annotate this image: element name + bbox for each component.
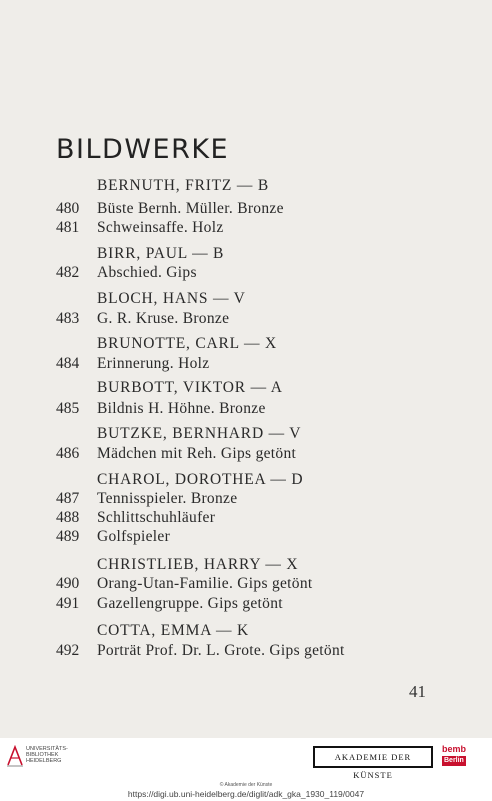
artist-heading xyxy=(0,176,492,196)
bemb-logo xyxy=(442,744,486,770)
entry-title: Orang-Utan-Familie. Gips getönt xyxy=(97,575,313,592)
catalog-entry xyxy=(0,309,492,329)
artist-name: BLOCH, HANS — V xyxy=(97,290,246,307)
entry-number: 491 xyxy=(56,595,80,612)
entry-number: 485 xyxy=(56,400,80,417)
entry-number: 489 xyxy=(56,528,80,545)
entry-title: Abschied. Gips xyxy=(97,264,197,281)
catalog-entry xyxy=(0,218,492,238)
entry-number: 480 xyxy=(56,200,80,217)
catalog-entry xyxy=(0,489,492,509)
university-library-name xyxy=(26,746,86,764)
catalog-entry xyxy=(0,574,492,594)
entry-number: 482 xyxy=(56,264,80,281)
entry-number: 486 xyxy=(56,445,80,462)
entry-number: 484 xyxy=(56,355,80,372)
bemb-logo-word: bemb xyxy=(442,744,467,754)
entry-title: Schlittschuhläufer xyxy=(97,509,216,526)
artist-heading xyxy=(0,621,492,641)
entry-title: Mädchen mit Reh. Gips getönt xyxy=(97,445,297,462)
artist-name: BUTZKE, BERNHARD — V xyxy=(97,425,302,442)
entry-number: 492 xyxy=(56,642,80,659)
artist-name: CHAROL, DOROTHEA — D xyxy=(97,471,304,488)
section-heading: BILDWERKE xyxy=(56,134,230,165)
catalog-entry xyxy=(0,399,492,419)
catalog-entry xyxy=(0,641,492,661)
university-library-logo-icon xyxy=(6,745,24,767)
artist-heading xyxy=(0,289,492,309)
catalog-entry xyxy=(0,527,492,547)
viewer-footer xyxy=(0,738,492,801)
artist-name: CHRISTLIEB, HARRY — X xyxy=(97,556,299,573)
artist-heading xyxy=(0,470,492,490)
catalog-entry xyxy=(0,444,492,464)
catalog-entry xyxy=(0,199,492,219)
entry-title: Schweinsaffe. Holz xyxy=(97,219,224,236)
copyright-notice: © Akademie der Künste xyxy=(219,782,273,788)
entry-title: Gazellengruppe. Gips getönt xyxy=(97,595,283,612)
entry-title: Bildnis H. Höhne. Bronze xyxy=(97,400,266,417)
entry-number: 481 xyxy=(56,219,80,236)
ub-line-2: BIBLIOTHEK xyxy=(26,752,59,758)
entry-number: 487 xyxy=(56,490,80,507)
entry-number: 490 xyxy=(56,575,80,592)
entry-title: Golfspieler xyxy=(97,528,171,545)
permalink-url[interactable]: https://digi.ub.uni-heidelberg.de/diglit/adk_gka_1930_119/0047 xyxy=(127,789,365,799)
entry-title: Erinnerung. Holz xyxy=(97,355,210,372)
entry-number: 483 xyxy=(56,310,80,327)
entry-title: G. R. Kruse. Bronze xyxy=(97,310,230,327)
catalog-entry xyxy=(0,508,492,528)
akademie-der-kuenste-logo: AKADEMIE DER KÜNSTE xyxy=(313,746,433,768)
artist-heading xyxy=(0,334,492,354)
ub-line-1: UNIVERSITÄTS- xyxy=(26,746,68,752)
artist-heading xyxy=(0,244,492,264)
catalog-entry xyxy=(0,594,492,614)
artist-name: BERNUTH, FRITZ — B xyxy=(97,177,269,194)
entry-title: Tennisspieler. Bronze xyxy=(97,490,238,507)
entry-title: Büste Bernh. Müller. Bronze xyxy=(97,200,284,217)
artist-name: BRUNOTTE, CARL — X xyxy=(97,335,278,352)
ub-line-3: HEIDELBERG xyxy=(26,758,62,764)
artist-name: BIRR, PAUL — B xyxy=(97,245,225,262)
bemb-logo-city: Berlin xyxy=(444,757,464,764)
artist-name: BURBOTT, VIKTOR — A xyxy=(97,379,283,396)
artist-heading xyxy=(0,555,492,575)
page-number: 41 xyxy=(409,682,426,701)
artist-name: COTTA, EMMA — K xyxy=(97,622,249,639)
artist-heading xyxy=(0,424,492,444)
catalog-entry xyxy=(0,354,492,374)
artist-heading xyxy=(0,378,492,398)
entry-number: 488 xyxy=(56,509,80,526)
entry-title: Porträt Prof. Dr. L. Grote. Gips getönt xyxy=(97,642,345,659)
catalog-entry xyxy=(0,263,492,283)
